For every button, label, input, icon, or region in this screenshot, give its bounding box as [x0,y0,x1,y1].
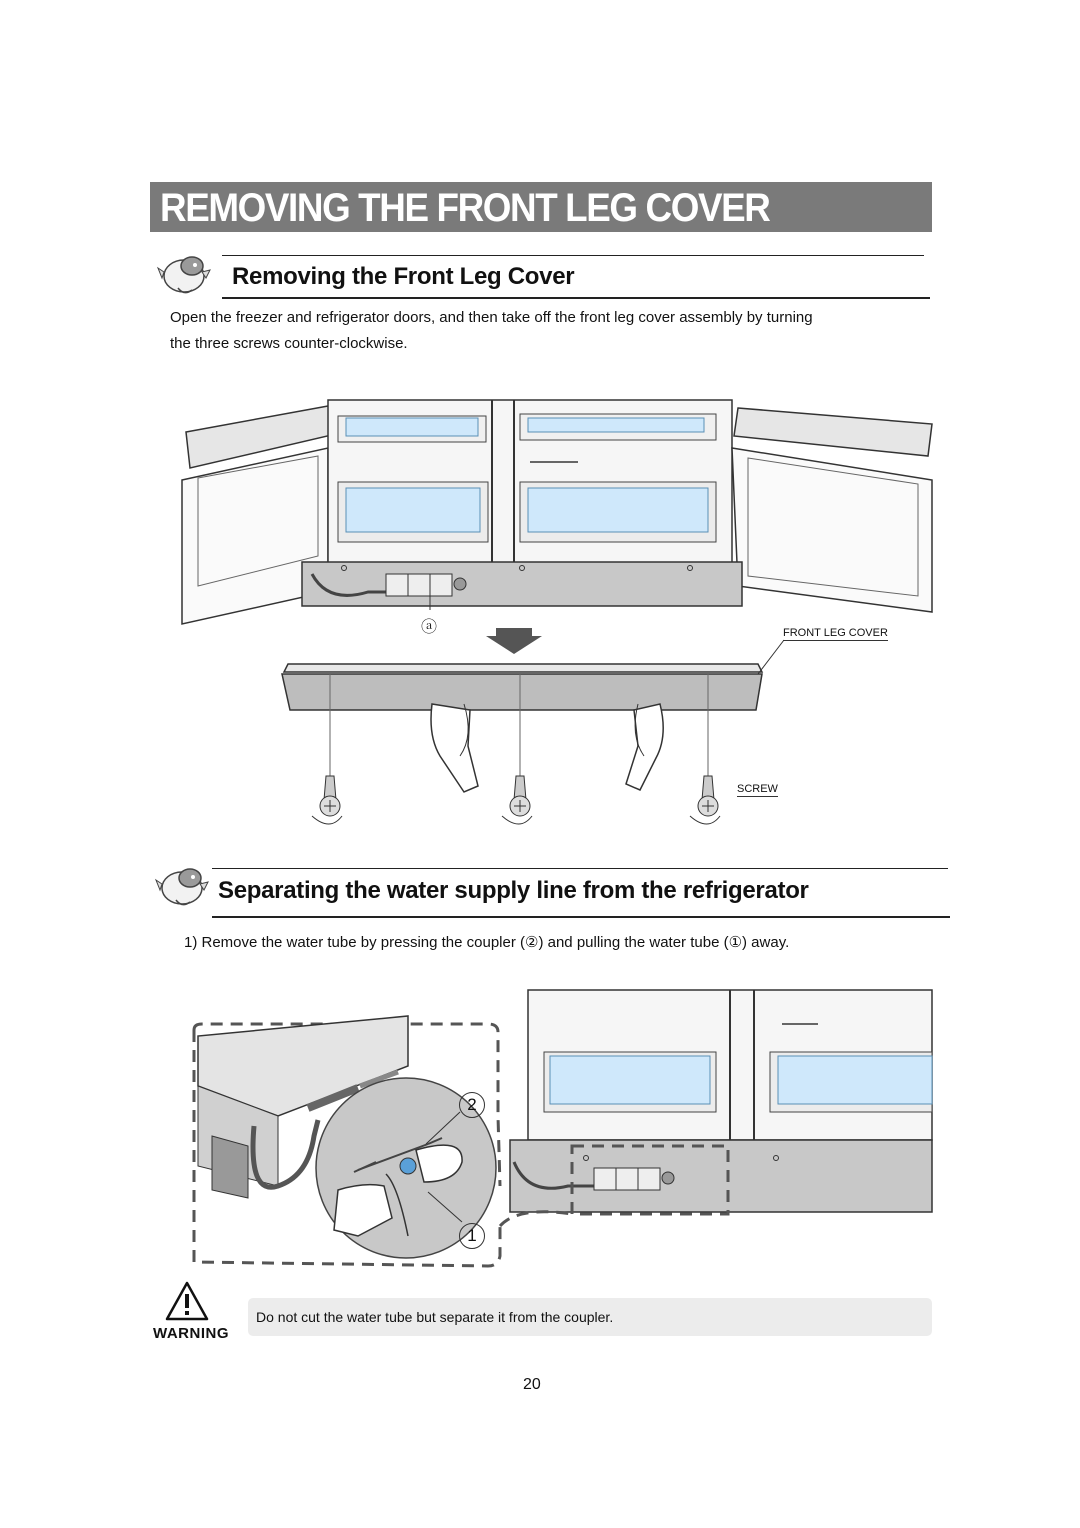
screw-icon [502,776,532,824]
label-screw: SCREW [737,783,778,795]
page-number: 20 [523,1376,541,1393]
screw-icon [312,776,342,824]
screw-icon [690,776,720,824]
section1-rule-bottom [222,297,930,299]
penguin-mascot-icon [156,250,216,298]
section1-rule-top [222,255,924,256]
warning-text: Do not cut the water tube but separate it from the coupler. [256,1309,614,1325]
warning-triangle-icon [164,1280,210,1322]
label-a: ⓐ [421,619,438,636]
section2-rule-top [212,868,948,869]
penguin-mascot-icon [154,862,214,910]
section1-title: Removing the Front Leg Cover [232,263,575,290]
section2-title: Separating the water supply line from the refrigerator [218,877,809,904]
water-line-illustration [188,986,934,1276]
section2-step1: 1) Remove the water tube by pressing the coupler (②) and pulling the water tube (①) away. [184,934,790,951]
label-2: 2 [459,1092,485,1118]
label-1: 1 [459,1223,485,1249]
warning-box [248,1298,932,1336]
title-banner [150,182,932,232]
section2-rule-bottom [212,916,950,918]
section1-body-line2: the three screws counter-clockwise. [170,335,408,352]
section1-body-line1: Open the freezer and refrigerator doors, and then take off the front leg cover assembly by turning [170,309,813,326]
warning-label: WARNING [153,1325,229,1342]
fridge-front-leg-illustration [178,396,934,836]
page-title: REMOVING THE FRONT LEG COVER [160,186,770,230]
label-front-leg-cover: FRONT LEG COVER [783,627,888,639]
